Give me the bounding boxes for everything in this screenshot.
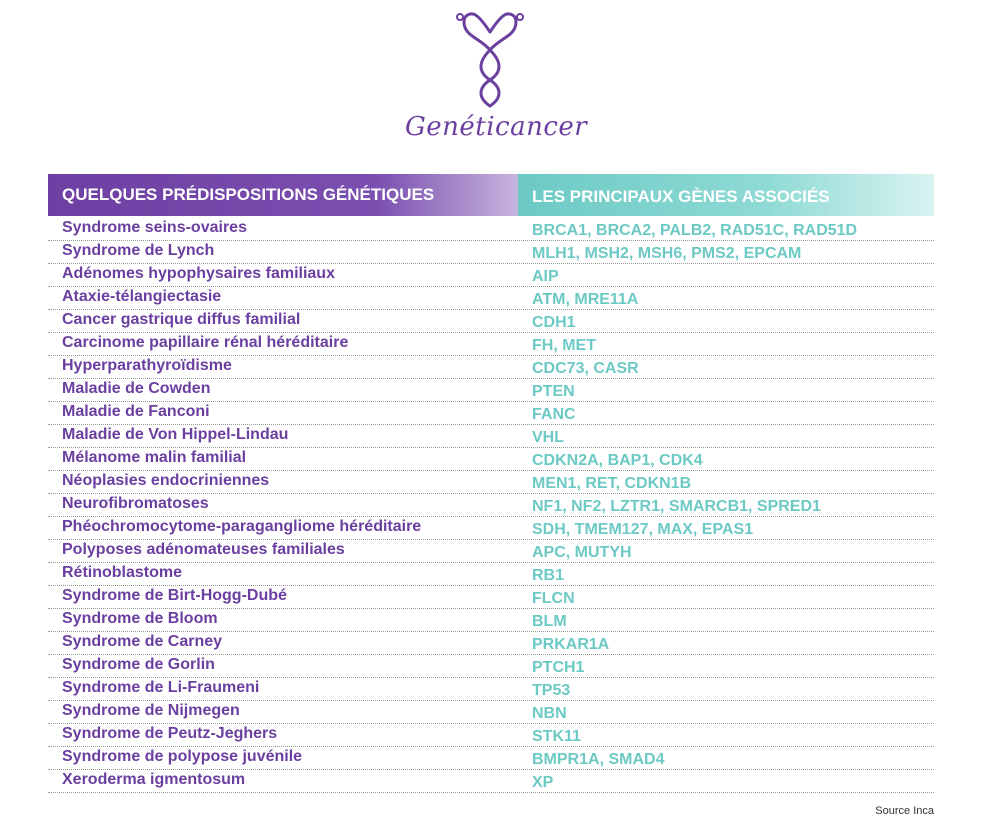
- table-row: [48, 241, 934, 264]
- condition-cell: Maladie de Fanconi: [62, 403, 210, 420]
- condition-cell: Polyposes adénomateuses familiales: [62, 541, 345, 558]
- condition-cell: Phéochromocytome-paragangliome héréditaire: [62, 518, 422, 535]
- table-row: [48, 402, 934, 425]
- table-row: [48, 218, 934, 241]
- genes-cell: PTCH1: [532, 659, 585, 676]
- condition-cell: Syndrome de Li-Fraumeni: [62, 679, 260, 696]
- table-row: [48, 517, 934, 540]
- table-row: [48, 310, 934, 333]
- table-row: [48, 287, 934, 310]
- condition-cell: Syndrome de Bloom: [62, 610, 218, 627]
- genes-cell: NF1, NF2, LZTR1, SMARCB1, SPRED1: [532, 498, 821, 515]
- genes-cell: TP53: [532, 682, 571, 699]
- genes-cell: MEN1, RET, CDKN1B: [532, 475, 692, 492]
- genes-cell: AIP: [532, 268, 559, 285]
- table-row: [48, 448, 934, 471]
- table-row: [48, 701, 934, 724]
- table-row: [48, 678, 934, 701]
- genes-cell: SDH, TMEM127, MAX, EPAS1: [532, 521, 754, 538]
- table-row: [48, 655, 934, 678]
- table-row: [48, 264, 934, 287]
- genes-cell: NBN: [532, 705, 567, 722]
- table-row: [48, 747, 934, 770]
- condition-cell: Neurofibromatoses: [62, 495, 209, 512]
- condition-cell: Xeroderma igmentosum: [62, 771, 246, 788]
- condition-cell: Syndrome de Nijmegen: [62, 702, 240, 719]
- genes-cell: CDH1: [532, 314, 576, 331]
- table-row: [48, 770, 934, 793]
- condition-cell: Syndrome seins-ovaires: [62, 219, 247, 236]
- condition-cell: Syndrome de Gorlin: [62, 656, 215, 673]
- genes-cell: FLCN: [532, 590, 575, 607]
- condition-cell: Adénomes hypophysaires familiaux: [62, 265, 335, 282]
- genes-cell: STK11: [532, 728, 581, 745]
- table-row: [48, 333, 934, 356]
- table-row: [48, 471, 934, 494]
- genes-cell: MLH1, MSH2, MSH6, PMS2, EPCAM: [532, 245, 802, 262]
- genes-cell: ATM, MRE11A: [532, 291, 639, 308]
- genes-cell: FH, MET: [532, 337, 596, 354]
- table-header: [48, 174, 934, 216]
- condition-cell: Syndrome de Carney: [62, 633, 223, 650]
- table-row: [48, 494, 934, 517]
- condition-cell: Carcinome papillaire rénal héréditaire: [62, 334, 349, 351]
- predispositions-table: [48, 174, 934, 793]
- genes-cell: RB1: [532, 567, 565, 584]
- table-row: [48, 724, 934, 747]
- table-row: [48, 379, 934, 402]
- condition-cell: Cancer gastrique diffus familial: [62, 311, 301, 328]
- condition-cell: Hyperparathyroïdisme: [62, 357, 232, 374]
- header-predispositions: QUELQUES PRÉDISPOSITIONS GÉNÉTIQUES: [48, 174, 518, 216]
- genes-cell: APC, MUTYH: [532, 544, 632, 561]
- condition-cell: Syndrome de polypose juvénile: [62, 748, 303, 765]
- table-row: [48, 586, 934, 609]
- genes-cell: PRKAR1A: [532, 636, 610, 653]
- table-row: [48, 425, 934, 448]
- table-row: [48, 540, 934, 563]
- genes-cell: BLM: [532, 613, 567, 630]
- condition-cell: Néoplasies endocriniennes: [62, 472, 270, 489]
- header-genes: LES PRINCIPAUX GÈNES ASSOCIÉS: [518, 174, 934, 216]
- condition-cell: Ataxie-télangiectasie: [62, 288, 222, 305]
- genes-cell: BRCA1, BRCA2, PALB2, RAD51C, RAD51D: [532, 222, 858, 239]
- logo-wordmark: Genéticancer: [405, 112, 588, 142]
- table-row: [48, 563, 934, 586]
- genes-cell: CDC73, CASR: [532, 360, 639, 377]
- condition-cell: Mélanome malin familial: [62, 449, 247, 466]
- genes-cell: FANC: [532, 406, 576, 423]
- table-row: [48, 609, 934, 632]
- geneticancer-logo: [405, 10, 588, 155]
- condition-cell: Rétinoblastome: [62, 564, 183, 581]
- genes-cell: CDKN2A, BAP1, CDK4: [532, 452, 703, 469]
- heart-ribbon-icon: [450, 10, 530, 110]
- genes-cell: VHL: [532, 429, 564, 446]
- condition-cell: Maladie de Cowden: [62, 380, 211, 397]
- source-note: Source Inca: [875, 805, 934, 817]
- genes-cell: BMPR1A, SMAD4: [532, 751, 665, 768]
- condition-cell: Syndrome de Lynch: [62, 242, 215, 259]
- table-row: [48, 356, 934, 379]
- table-row: [48, 632, 934, 655]
- condition-cell: Syndrome de Peutz-Jeghers: [62, 725, 278, 742]
- genes-cell: PTEN: [532, 383, 575, 400]
- table-body: [48, 218, 934, 793]
- condition-cell: Maladie de Von Hippel-Lindau: [62, 426, 289, 443]
- condition-cell: Syndrome de Birt-Hogg-Dubé: [62, 587, 287, 604]
- genes-cell: XP: [532, 774, 554, 791]
